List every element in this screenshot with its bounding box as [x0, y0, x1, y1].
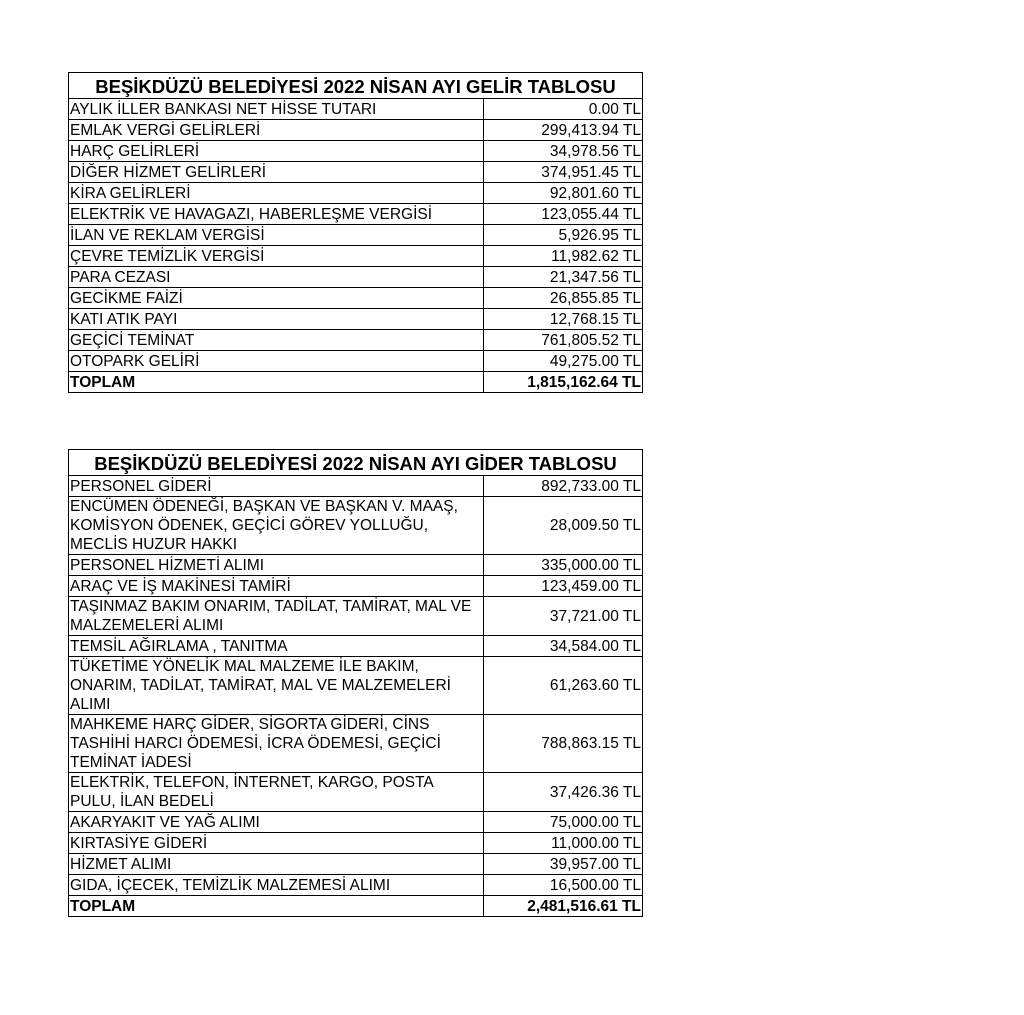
row-label: KIRTASİYE GİDERİ	[69, 833, 484, 854]
row-label: ELEKTRİK VE HAVAGAZI, HABERLEŞME VERGİSİ	[69, 204, 484, 225]
row-amount: 28,009.50 TL	[484, 497, 643, 555]
table-row	[69, 330, 643, 351]
row-label: TAŞINMAZ BAKIM ONARIM, TADİLAT, TAMİRAT, MAL VE MALZEMELERİ ALIMI	[69, 597, 484, 636]
table-row	[69, 657, 643, 715]
row-amount: 374,951.45 TL	[484, 162, 643, 183]
table-row	[69, 309, 643, 330]
row-amount: 788,863.15 TL	[484, 715, 643, 773]
table-row	[69, 225, 643, 246]
table-row	[69, 875, 643, 896]
table-row	[69, 120, 643, 141]
table-row	[69, 162, 643, 183]
income-table	[68, 72, 643, 393]
table-row	[69, 773, 643, 812]
row-amount: 11,000.00 TL	[484, 833, 643, 854]
row-amount: 37,721.00 TL	[484, 597, 643, 636]
row-label: ELEKTRİK, TELEFON, İNTERNET, KARGO, POSTA PULU, İLAN BEDELİ	[69, 773, 484, 812]
row-amount: 123,055.44 TL	[484, 204, 643, 225]
table-row	[69, 204, 643, 225]
table-row	[69, 497, 643, 555]
expense-total-row	[69, 896, 643, 917]
table-row	[69, 99, 643, 120]
row-amount: 892,733.00 TL	[484, 476, 643, 497]
row-label: KATI ATIK PAYI	[69, 309, 484, 330]
row-amount: 761,805.52 TL	[484, 330, 643, 351]
expense-total-amount: 2,481,516.61 TL	[484, 896, 643, 917]
income-total-label: TOPLAM	[69, 372, 484, 393]
row-amount: 12,768.15 TL	[484, 309, 643, 330]
table-row	[69, 854, 643, 875]
row-label: AKARYAKIT VE YAĞ ALIMI	[69, 812, 484, 833]
row-label: PERSONEL GİDERİ	[69, 476, 484, 497]
row-label: EMLAK VERGİ GELİRLERİ	[69, 120, 484, 141]
table-row	[69, 715, 643, 773]
table-row	[69, 555, 643, 576]
income-table-body	[69, 99, 643, 372]
row-label: PARA CEZASI	[69, 267, 484, 288]
table-row	[69, 288, 643, 309]
row-label: GECİKME FAİZİ	[69, 288, 484, 309]
row-label: PERSONEL HİZMETİ ALIMI	[69, 555, 484, 576]
table-row	[69, 597, 643, 636]
row-amount: 16,500.00 TL	[484, 875, 643, 896]
expense-table-title: BEŞİKDÜZÜ BELEDİYESİ 2022 NİSAN AYI GİDER TABLOSU	[69, 450, 643, 476]
row-amount: 21,347.56 TL	[484, 267, 643, 288]
income-table-title: BEŞİKDÜZÜ BELEDİYESİ 2022 NİSAN AYI GELİR TABLOSU	[69, 73, 643, 99]
row-amount: 335,000.00 TL	[484, 555, 643, 576]
income-total-amount: 1,815,162.64 TL	[484, 372, 643, 393]
table-row	[69, 576, 643, 597]
income-total-row	[69, 372, 643, 393]
row-label: HARÇ GELİRLERİ	[69, 141, 484, 162]
row-amount: 34,978.56 TL	[484, 141, 643, 162]
row-label: ENCÜMEN ÖDENEĞİ, BAŞKAN VE BAŞKAN V. MAAŞ, KOMİSYON ÖDENEK, GEÇİCİ GÖREV YOLLUĞU, MECLİS HUZUR HAKKI	[69, 497, 484, 555]
table-row	[69, 476, 643, 497]
table-row	[69, 267, 643, 288]
row-amount: 49,275.00 TL	[484, 351, 643, 372]
row-label: ARAÇ VE İŞ MAKİNESİ TAMİRİ	[69, 576, 484, 597]
table-row	[69, 833, 643, 854]
row-label: TEMSİL AĞIRLAMA , TANITMA	[69, 636, 484, 657]
row-amount: 299,413.94 TL	[484, 120, 643, 141]
row-label: MAHKEME HARÇ GİDER, SİGORTA GİDERİ, CİNS TASHİHİ HARCI ÖDEMESİ, İCRA ÖDEMESİ, GEÇİCİ TEMİNAT İADESİ	[69, 715, 484, 773]
expense-table-body	[69, 476, 643, 896]
expense-table	[68, 449, 643, 917]
row-label: DİĞER HİZMET GELİRLERİ	[69, 162, 484, 183]
row-label: GEÇİCİ TEMİNAT	[69, 330, 484, 351]
row-amount: 34,584.00 TL	[484, 636, 643, 657]
row-amount: 37,426.36 TL	[484, 773, 643, 812]
row-amount: 26,855.85 TL	[484, 288, 643, 309]
table-row	[69, 636, 643, 657]
row-label: HİZMET ALIMI	[69, 854, 484, 875]
table-row	[69, 351, 643, 372]
row-amount: 11,982.62 TL	[484, 246, 643, 267]
row-label: ÇEVRE TEMİZLİK VERGİSİ	[69, 246, 484, 267]
row-label: OTOPARK GELİRİ	[69, 351, 484, 372]
row-amount: 0.00 TL	[484, 99, 643, 120]
row-label: TÜKETİME YÖNELİK MAL MALZEME İLE BAKIM, ONARIM, TADİLAT, TAMİRAT, MAL VE MALZEMELERİ ALIMI	[69, 657, 484, 715]
table-row	[69, 183, 643, 204]
row-label: İLAN VE REKLAM VERGİSİ	[69, 225, 484, 246]
row-label: KİRA GELİRLERİ	[69, 183, 484, 204]
row-label: AYLIK İLLER BANKASI NET HİSSE TUTARI	[69, 99, 484, 120]
row-amount: 75,000.00 TL	[484, 812, 643, 833]
row-amount: 123,459.00 TL	[484, 576, 643, 597]
expense-total-label: TOPLAM	[69, 896, 484, 917]
table-row	[69, 812, 643, 833]
row-label: GIDA, İÇECEK, TEMİZLİK MALZEMESİ ALIMI	[69, 875, 484, 896]
row-amount: 92,801.60 TL	[484, 183, 643, 204]
row-amount: 61,263.60 TL	[484, 657, 643, 715]
row-amount: 39,957.00 TL	[484, 854, 643, 875]
row-amount: 5,926.95 TL	[484, 225, 643, 246]
table-row	[69, 246, 643, 267]
table-row	[69, 141, 643, 162]
